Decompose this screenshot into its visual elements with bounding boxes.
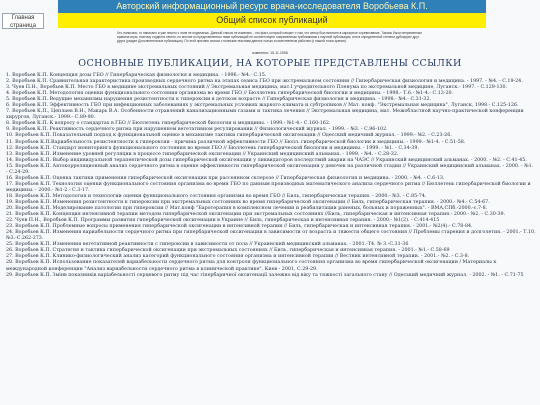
update-date: изменено: 15.11.2006	[252, 51, 288, 55]
site-title-banner: Авторский информационный ресурс врача-исследователя Воробьева К.П.	[58, 0, 486, 13]
publication-item: 15. Воробьев К.П. Автокорреляционный анализ сердечного ритма в оценке эффективности гипербарической оксигенации у девочек на различной стадии // Украинский медицинский альманах. - 2000. - №1. - С.24-29.	[6, 163, 534, 175]
publication-item: 4. Воробьев К.П. Методология оценки функционального состояния организма во время ГБО // Бюллетень гипербарической биологии и медицины. - 1998.- Т.6.- №1-4.- С.13-20.	[6, 91, 454, 97]
publication-item: 1. Воробьев К.П. Концепция дозы ГБО // Гипербарическая физиология и медицина. - 1996.- №4.- С.15.	[6, 73, 267, 78]
home-page-button[interactable]	[2, 13, 44, 29]
publication-item: 23. Воробьев К.П. Проблемные вопросы применения гипербарической оксигенации в интенсивной терапии // Биль, гипербарическая и интенсивная терапия. - 2001.- №2(4).- С.78-84.	[6, 224, 473, 230]
publication-item: 18. Воробьев К.П. Методология и технологии оценки функционального состояния организма во время ГБО // Биль, гипербарическая терапия. - 2000.- №3. - С.85-74.	[6, 193, 427, 199]
publication-item: 7. Воробьев К.П., Цеплаев В.Н., Макарь В.А. Особенности отравлений канализационными газами и тактика лечения // Экстремальная медицина, мат. Межобластной научно-практической конференции хирургов, Луганск.- 1999.- С.89-90.	[6, 109, 524, 121]
page-subtitle: Общий список публикаций	[58, 13, 486, 28]
publication-item: 14. Воробьев К.П. Выбор индивидуальной терапевтической дозы гипербарической оксигенации у ликвидаторов последствий аварии на ЧАЭС // Украинский медицинский альманах. - 2000. - №2. - С.41-45.	[6, 157, 527, 163]
publication-item: 19. Воробьев К.П. Изменения резистентности к гипероксии при экстремальных состояниях во время гипербарической оксигенации // Биль, гипербарическая терапия. - 2000.- №4.- С.54-67.	[6, 199, 490, 205]
publication-item: 3. Чуев П.Н., Воробьев К.П. Место ГБО в медицине экстремальных состояний // Экстремальная медицина, мат.I учредительного Пленума по экстремальной медицине, Луганск.- 1997. - С.129-130.	[6, 85, 508, 91]
publication-item: 26. Воробьев К.П. Стратегия и тактика гипербарической оксигенации при экстремальных состояниях // Биль, гипербарическая и интенсивная терапия. - 2001.- №1.- С.58-69	[6, 248, 450, 254]
publication-item: 6. Воробьев К.П. Эффективность ГБО при инфекционных заболеваниях у экстремальных условиях жаркого климата и субтропиков // Мат. конф. "Экстремальная медицина", Луганск, 1998.- С.125-126.	[6, 103, 519, 109]
publication-item: 10. Воробьев К.П. Показательный подход к функциональной оценке в механизме тактики гипербарической оксигенации // Одесский медичний журнал. - 1999.- №2. - С.23-26.	[6, 133, 452, 139]
publication-item: 27. Воробьев К.П. Клинико-физиологический анализ категорий функционального состояния организма и интенсивной терапии // Вестник интенсивной терапии. - 2001.- №2. - С.3-8.	[6, 254, 470, 260]
author-notice: Что написано, то написано и уже ничего с этим не поделаешь. Данный список не изменять - это факт, который говорит о том, что автор был включен в карьерное соревнование. Таковы были непременные правила игры; поэтому студента нечего, но многие из представленных ниже публикаций не соответствуют современным требованиям к научной публикации, или в определенной степени дублируют друг друга (раздел Дополнительные публикации). По этой причине списки с полными текстами даются только в качественном рабочем (с нашей точки зрения).	[117, 31, 422, 44]
publication-item: 8. Воробьев К.П. К вопросу о стандартах в ГБО // Бюллетень гипербарической биологии и медицины. - 1999.- №1-4.- С.160-162.	[6, 121, 331, 127]
publication-item: 20. Воробьев К.П. Моделирование патологии при гипероксии // Мат.конф "Баротерапия в комплексном лечении и реабилитации раненых, больных и пораженных". - ВМА,СПб.-2000.-с.7-8.	[6, 206, 488, 212]
publication-item: 24. Воробьев К.П. Изменения вариабельности сердечного ритма при гипербарической оксигенации в зависимости от возраста и тяжести общего состояния // Проблемы старения и долголетия. - 2001.- Т.10, №3.-С.262-273.	[6, 230, 536, 242]
publication-item: 25. Воробьев К.П. Изменения вегетативной реактивности с гипероксии в зависимости от пола // Украинский медицинский альманах. - 2001.-Т4. № 3.-С.31-36	[6, 242, 409, 248]
publication-item: 12. Воробьев К.П. Стандарт мониторинга функционального состояния во время ГБО // Бюллетень гипербарической биологии и медицины. - 1999. - №1. - С.34-39.	[6, 145, 419, 151]
publication-item: 16. Воробьев К.П. Оценка тактики применения гипербарической оксигенации при рассеянном склерозе // Гипербарическая физиология и медицина. - 2000. - №4. - С.6-13.	[6, 175, 445, 181]
publication-item: 13. Воробьев К.П. Изменение уровней регуляции в процессе гипербарической оксигенации // Украинский медицинский альманах. - 1999. - №4. - С.28-32.	[6, 151, 399, 157]
section-heading: ОСНОВНЫЕ ПУБЛИКАЦИИ, НА КОТОРЫЕ ПРЕДСТАВЛЕНЫ ССЫЛКИ	[78, 58, 462, 69]
publication-list	[6, 73, 536, 279]
publication-item: 5. Воробьев К.П. Ведущие механизмы нарушения резистентности к гипероксии в детском возрасте // Гипербарическая физиология и медицина. - 1998.- №4.- С.31-32.	[6, 97, 432, 103]
publication-item: 17. Воробьев К.П. Технология оценки функционального состояния организма во время ГБО по данным производных математического анализа сердечного ритма // Бюллетень гипербарической биологии и медицины. - 2000.- №1-2.- С.3-17.	[6, 181, 531, 193]
publication-item: 22. Чуев П.Н., Воробьев К.П. Программы развития гипербарической оксигенации в Украине // Биль, гипербарическая и интенсивная терапия. - 2000.- №1(2). - С.414-415	[6, 218, 440, 224]
home-button-label-line2: страница	[10, 22, 36, 29]
publication-item: 11. Воробьев К.П.Вариабельность резистентности к гипероксии - причина различной эффективности ГБО // Бюлл. гипербарической биологии и медицины. - 1999.- №1-4. - С.51-58.	[6, 139, 466, 145]
publication-item: 21. Воробьев К.П. Концепция интенсивной терапии методом гипербарической оксигенации при экстремальных состояниях //Биль, гипербарическая и интенсивная терапия.- 2000.- №2. - С.30-39.	[6, 212, 506, 218]
home-button-label-line1: Главная	[11, 15, 35, 21]
publication-item: 29. Воробьев К.П. Змінв показників варіабельності серцевого ритму під час гіпербаричної оксигенації залежно від віку та тяжкості загального стану // Одеський медичний журнал. - 2002. - №1. - С.71-75	[6, 272, 524, 278]
publication-item: 2. Воробьев К.П. Сравнительная характеристика производных сердечного ритма на этапах сеанса ГБО при экстремальном состоянии // Гипербарическая физиология и медицина. - 1997. - №4. - С.19-24.	[6, 79, 523, 85]
publication-item: 28. Воробьев К.П. Использование показателей вариабельности сердечного ритма для контроля функционального состояния организма во время гипербарической оксигенации / Материалы к международной конференции "Анализ вариабельности сердечного ритма в клинической практике", Киев - 2001, С.29-29.	[6, 260, 497, 272]
publication-item: 9. Воробьев К.П. Реактивность сердечного ритма при нарушенном вегетативном регулировании // Физиологический журнал. - 1999. - №3. - С.96-102.	[6, 127, 388, 133]
